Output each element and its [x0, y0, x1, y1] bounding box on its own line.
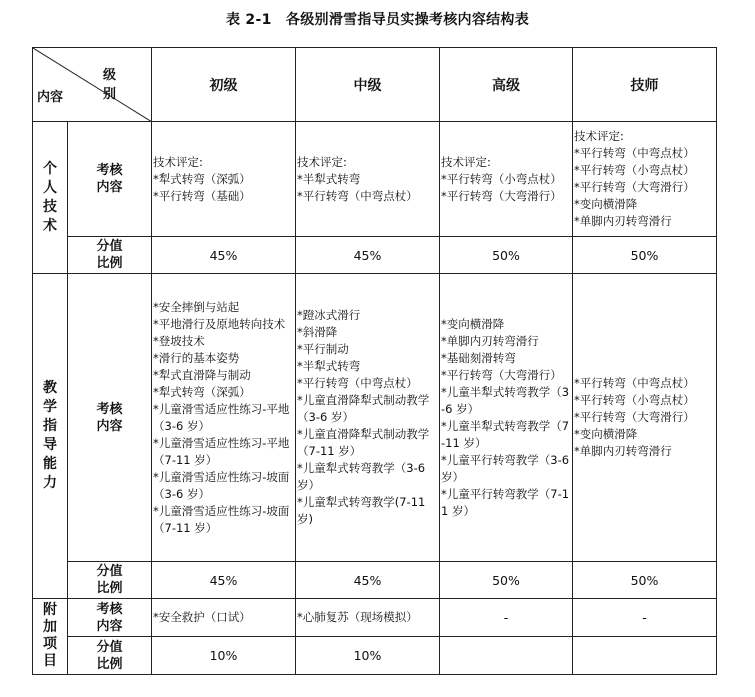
extra-score-technician: [573, 637, 717, 675]
list-item: 技术评定:: [441, 154, 491, 169]
list-item: *斜滑降: [297, 325, 338, 339]
personal-score-technician: 50%: [573, 237, 717, 274]
list-item: *平行转弯（大弯滑行）: [441, 367, 562, 382]
teaching-score-basic: 45%: [152, 562, 296, 599]
list-item: *单脚内刃转弯滑行: [441, 333, 539, 348]
teaching-content-advanced: [440, 274, 573, 562]
extra-content-intermediate: *心肺复苏（现场模拟）: [296, 599, 440, 637]
personal-content-basic: [152, 122, 296, 237]
teaching-score-advanced: 50%: [440, 562, 573, 599]
list-item: *平行转弯（大弯滑行）: [574, 410, 695, 424]
list-item: *平行转弯（基础）: [153, 188, 251, 203]
list-item: *单脚内刃转弯滑行: [574, 214, 672, 228]
list-item: *平行转弯（小弯点杖）: [441, 171, 562, 186]
teaching-score-technician: 50%: [573, 562, 717, 599]
teaching-content-technician: [573, 274, 717, 562]
extra-content-basic: *安全救护（口试）: [152, 599, 296, 637]
list-item: *儿童平行转弯教学（3-6 岁）: [441, 452, 570, 484]
section-name: 个人技术: [43, 160, 57, 234]
personal-score-intermediate: 45%: [296, 237, 440, 274]
list-item: *平行转弯（大弯滑行）: [574, 180, 695, 194]
list-item: *平行转弯（中弯点杖）: [297, 376, 418, 390]
score-label: 分值比例: [68, 562, 152, 599]
list-item: *单脚内刃转弯滑行: [574, 444, 672, 458]
list-item: *儿童滑雪适应性练习-坡面（3-6 岁）: [153, 469, 290, 501]
list-item: *安全摔倒与站起: [153, 299, 240, 314]
list-item: *平行制动: [297, 342, 349, 356]
personal-score-basic: 45%: [152, 237, 296, 274]
section-personal-skill: [33, 122, 68, 274]
content-label: 考核内容: [68, 122, 152, 237]
level-header-intermediate: 中级: [296, 48, 440, 122]
list-item: *犁式转弯（深弧）: [153, 171, 251, 186]
section-name: 附加项目: [43, 602, 57, 669]
content-label: 考核内容: [68, 599, 152, 637]
extra-score-intermediate: 10%: [296, 637, 440, 675]
corner-level-label: 级别: [103, 68, 131, 102]
level-header-advanced: 高级: [440, 48, 573, 122]
teaching-content-intermediate: [296, 274, 440, 562]
list-item: *平行转弯（大弯滑行）: [441, 188, 562, 203]
list-item: 技术评定:: [574, 129, 624, 143]
assessment-table: [32, 47, 717, 675]
list-item: 技术评定:: [297, 154, 347, 169]
list-item: *蹬冰式滑行: [297, 308, 361, 322]
list-item: *犁式直滑降与制动: [153, 367, 251, 382]
list-item: *半犁式转弯: [297, 359, 361, 373]
level-header-technician: 技师: [573, 48, 717, 122]
section-name: 教学指导能力: [43, 380, 57, 491]
extra-content-advanced: -: [440, 599, 573, 637]
list-item: *平行转弯（小弯点杖）: [574, 393, 695, 407]
list-item: *儿童滑雪适应性练习-平地（3-6 岁）: [153, 401, 290, 433]
score-label: 分值比例: [68, 637, 152, 675]
section-extra-items: [33, 599, 68, 675]
content-label: 考核内容: [68, 274, 152, 562]
level-header-basic: 初级: [152, 48, 296, 122]
list-item: *半犁式转弯: [297, 171, 361, 186]
list-item: *平行转弯（小弯点杖）: [574, 163, 695, 177]
list-item: *儿童平行转弯教学（7-11 岁）: [441, 486, 570, 518]
list-item: *滑行的基本姿势: [153, 350, 240, 365]
list-item: *犁式转弯（深弧）: [153, 384, 251, 399]
list-item: *平行转弯（中弯点杖）: [574, 146, 695, 160]
list-item: *儿童半犁式转弯教学（3-6 岁）: [441, 384, 570, 416]
extra-score-basic: 10%: [152, 637, 296, 675]
table-title: 表 2-1 各级别滑雪指导员实操考核内容结构表: [225, 12, 530, 28]
list-item: *变向横滑降: [441, 316, 505, 331]
list-item: *儿童直滑降犁式制动教学（3-6 岁）: [297, 393, 430, 424]
list-item: *平地滑行及原地转向技术: [153, 316, 286, 331]
personal-content-advanced: [440, 122, 573, 237]
personal-content-technician: [573, 122, 717, 237]
extra-score-advanced: [440, 637, 573, 675]
list-item: *儿童犁式转弯教学（3-6 岁）: [297, 461, 426, 492]
extra-content-technician: -: [573, 599, 717, 637]
list-item: *登坡技术: [153, 333, 205, 348]
list-item: *儿童犁式转弯教学(7-11 岁): [297, 495, 426, 526]
list-item: *基础刻滑转弯: [441, 350, 516, 365]
teaching-content-basic: [152, 274, 296, 562]
corner-content-label: 内容: [37, 90, 64, 105]
teaching-score-intermediate: 45%: [296, 562, 440, 599]
list-item: *儿童滑雪适应性练习-坡面（7-11 岁）: [153, 503, 290, 535]
list-item: 技术评定:: [153, 154, 203, 169]
section-teaching-ability: [33, 274, 68, 599]
list-item: *儿童滑雪适应性练习-平地（7-11 岁）: [153, 435, 290, 467]
corner-header-cell: [33, 48, 152, 122]
score-label: 分值比例: [68, 237, 152, 274]
list-item: *儿童半犁式转弯教学（7-11 岁）: [441, 418, 570, 450]
list-item: *平行转弯（中弯点杖）: [574, 376, 695, 390]
personal-content-intermediate: [296, 122, 440, 237]
list-item: *变向横滑降: [574, 427, 638, 441]
list-item: *儿童直滑降犁式制动教学（7-11 岁）: [297, 427, 430, 458]
personal-score-advanced: 50%: [440, 237, 573, 274]
list-item: *平行转弯（中弯点杖）: [297, 188, 418, 203]
list-item: *变向横滑降: [574, 197, 638, 211]
